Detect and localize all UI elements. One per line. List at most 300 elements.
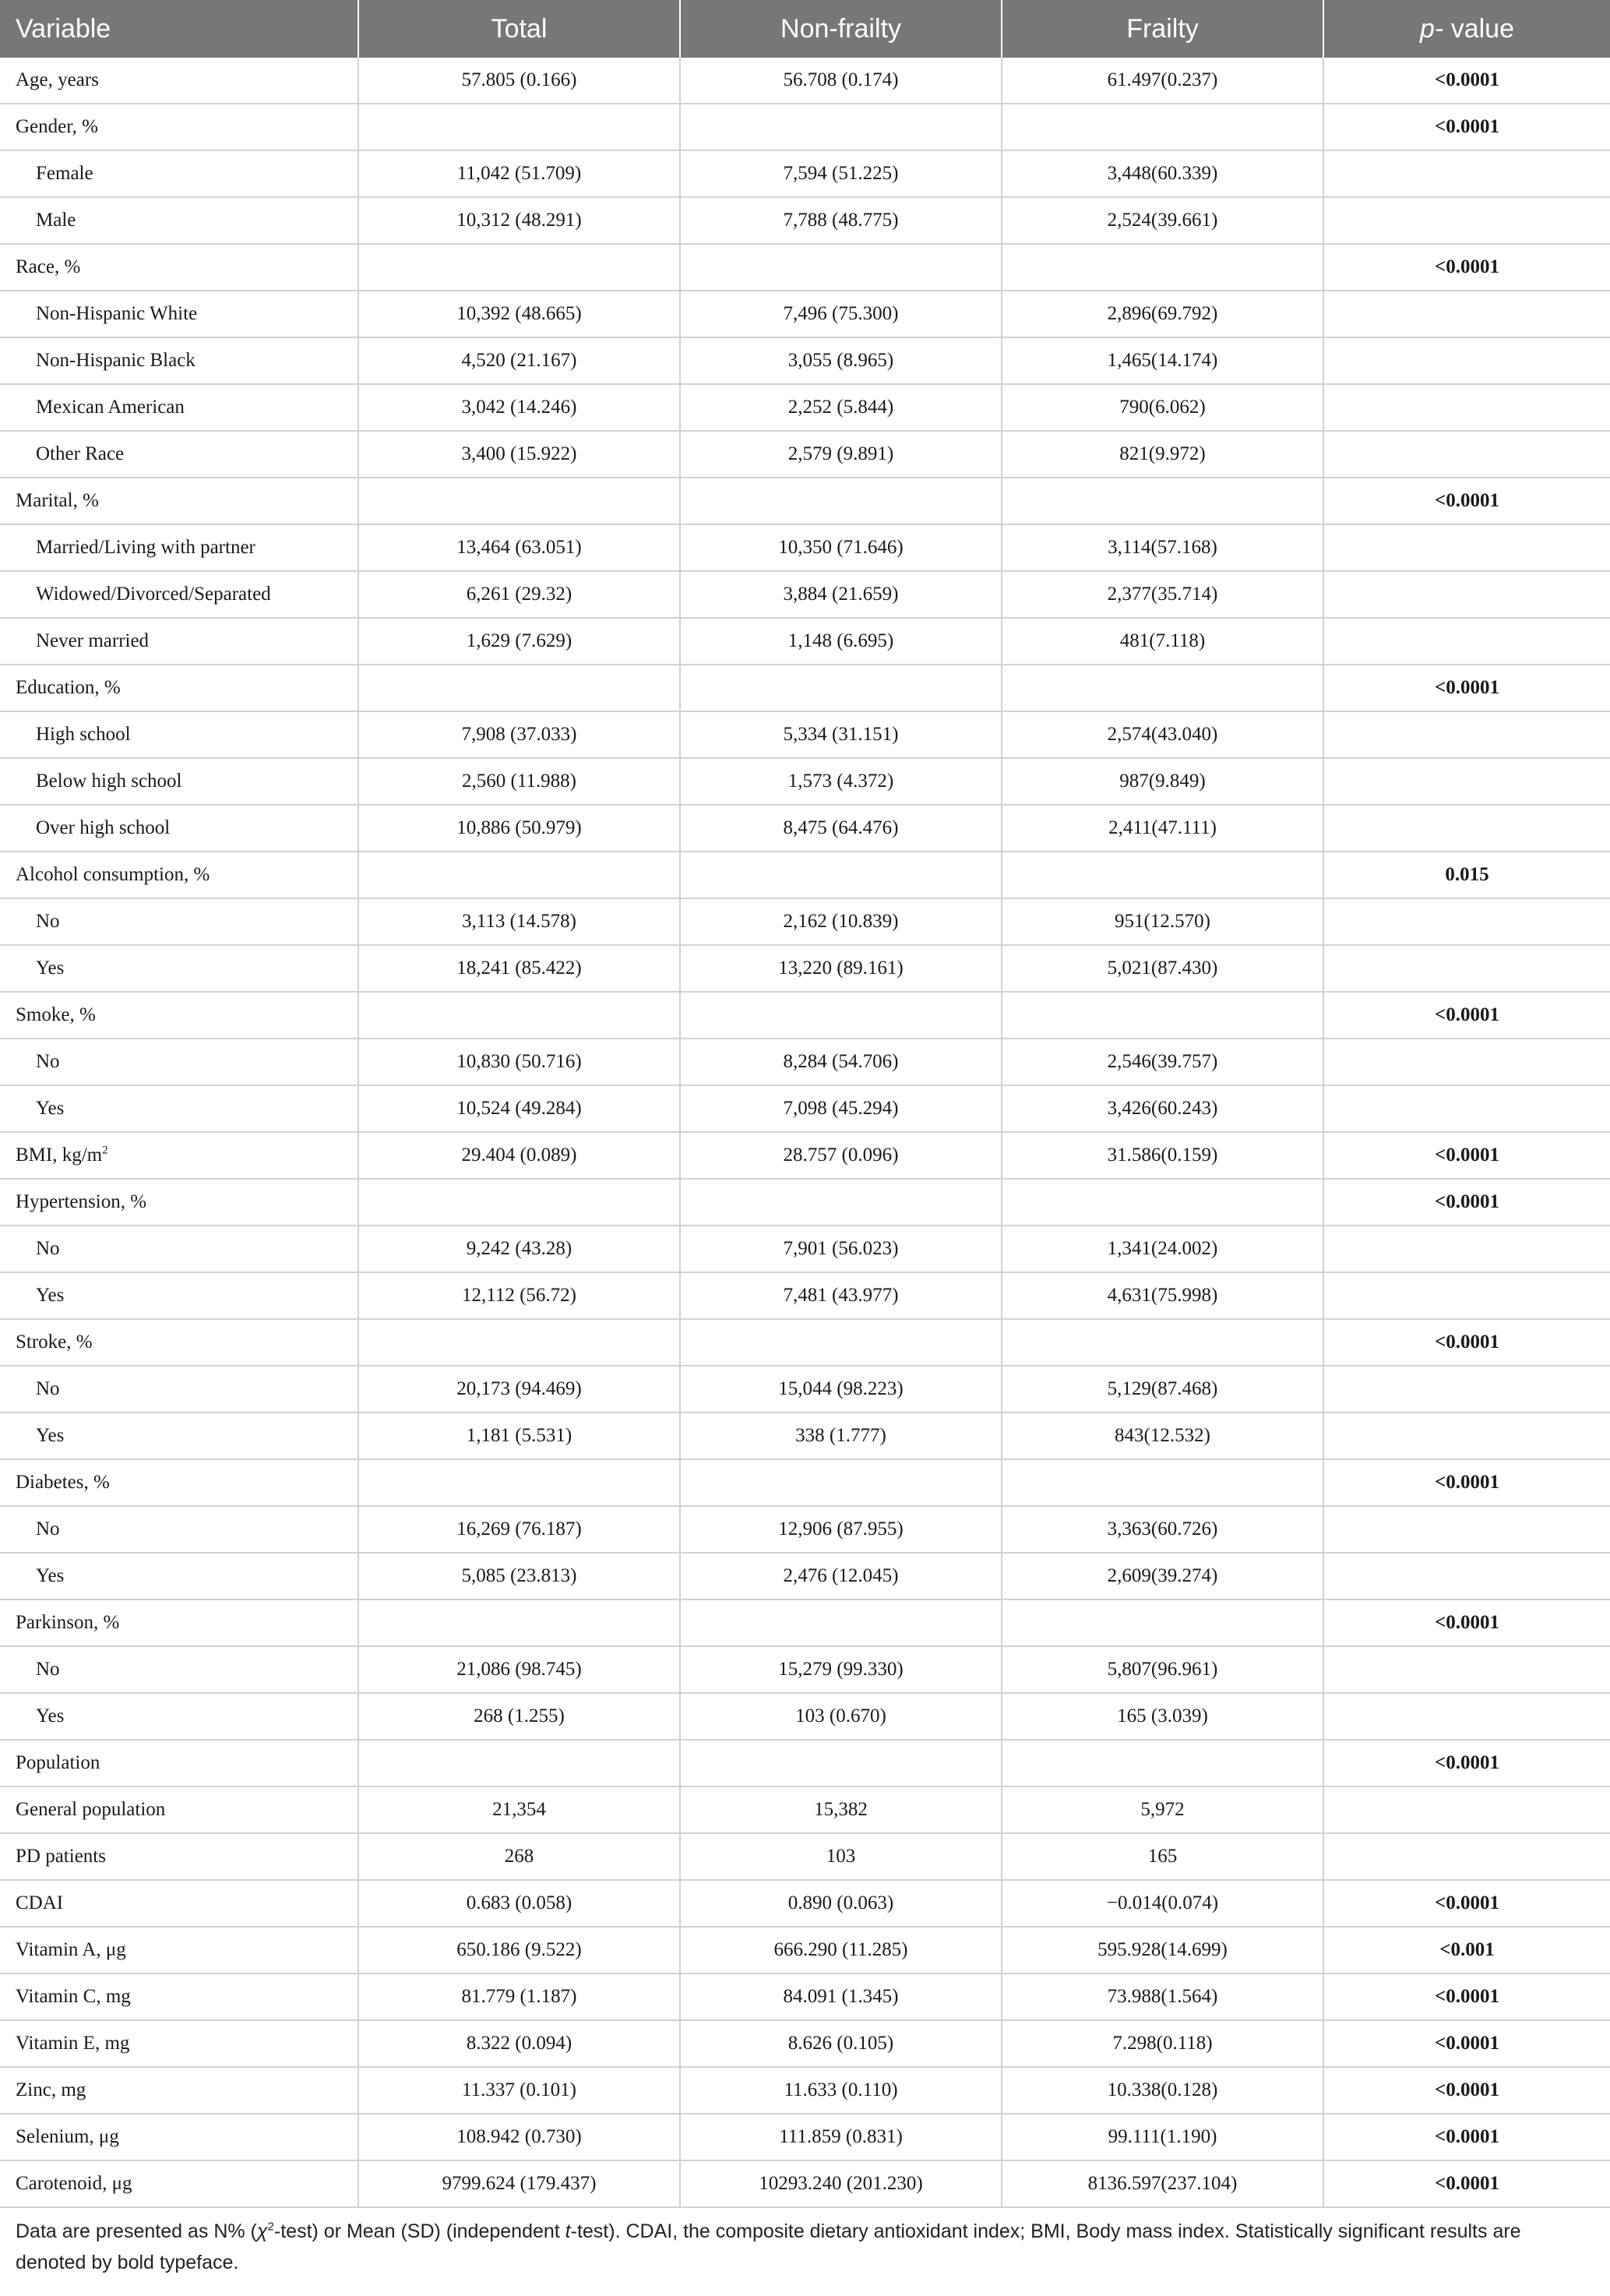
cell-p-value: <0.0001 bbox=[1323, 1179, 1610, 1226]
row-label bbox=[0, 1553, 358, 1599]
row-label-text: Gender, % bbox=[16, 116, 98, 137]
cell-total: 268 (1.255) bbox=[358, 1693, 680, 1740]
row-label-text: Yes bbox=[36, 1565, 65, 1586]
cell-p-value bbox=[1323, 150, 1610, 197]
cell-non-frailty bbox=[680, 992, 1002, 1039]
cell-frailty: 3,448(60.339) bbox=[1002, 150, 1323, 197]
row-label bbox=[0, 1459, 358, 1506]
table-row bbox=[0, 945, 1610, 992]
table-row bbox=[0, 1132, 1610, 1179]
cell-total: 0.683 (0.058) bbox=[358, 1880, 680, 1927]
cell-frailty: 2,896(69.792) bbox=[1002, 291, 1323, 337]
cell-non-frailty bbox=[680, 1459, 1002, 1506]
row-label bbox=[0, 2020, 358, 2067]
row-label-text: Female bbox=[36, 163, 93, 184]
cell-frailty: 1,341(24.002) bbox=[1002, 1226, 1323, 1272]
cell-non-frailty: 5,334 (31.151) bbox=[680, 711, 1002, 758]
cell-non-frailty: 28.757 (0.096) bbox=[680, 1132, 1002, 1179]
cell-total: 7,908 (37.033) bbox=[358, 711, 680, 758]
row-label bbox=[0, 104, 358, 150]
row-label bbox=[0, 945, 358, 992]
table-row bbox=[0, 1973, 1610, 2020]
row-label bbox=[0, 1319, 358, 1366]
row-label bbox=[0, 1880, 358, 1927]
header-variable: Variable bbox=[0, 0, 358, 58]
cell-p-value bbox=[1323, 711, 1610, 758]
cell-total: 650.186 (9.522) bbox=[358, 1927, 680, 1973]
cell-p-value: <0.0001 bbox=[1323, 1740, 1610, 1786]
cell-p-value: <0.0001 bbox=[1323, 2160, 1610, 2207]
header-frailty: Frailty bbox=[1002, 0, 1323, 58]
cell-total: 18,241 (85.422) bbox=[358, 945, 680, 992]
cell-frailty bbox=[1002, 244, 1323, 291]
cell-frailty: 5,807(96.961) bbox=[1002, 1646, 1323, 1693]
row-label-text: Yes bbox=[36, 1098, 65, 1119]
row-label-text: No bbox=[36, 911, 60, 932]
row-label bbox=[0, 1039, 358, 1085]
cell-total bbox=[358, 992, 680, 1039]
header-total: Total bbox=[358, 0, 680, 58]
row-label-text: Education, % bbox=[16, 677, 121, 698]
cell-p-value bbox=[1323, 1039, 1610, 1085]
row-label-text: Race, % bbox=[16, 256, 81, 277]
row-label bbox=[0, 852, 358, 898]
table-row bbox=[0, 1319, 1610, 1366]
cell-frailty: −0.014(0.074) bbox=[1002, 1880, 1323, 1927]
row-label-text: No bbox=[36, 1378, 60, 1399]
table-row bbox=[0, 478, 1610, 524]
table-row bbox=[0, 197, 1610, 244]
cell-frailty: 987(9.849) bbox=[1002, 758, 1323, 805]
cell-frailty: 790(6.062) bbox=[1002, 384, 1323, 431]
cell-total: 1,629 (7.629) bbox=[358, 618, 680, 665]
row-label bbox=[0, 2067, 358, 2114]
cell-p-value bbox=[1323, 1553, 1610, 1599]
cell-frailty: 10.338(0.128) bbox=[1002, 2067, 1323, 2114]
cell-p-value: <0.001 bbox=[1323, 1927, 1610, 1973]
table-row bbox=[0, 524, 1610, 571]
table-row bbox=[0, 1646, 1610, 1693]
cell-frailty: 99.111(1.190) bbox=[1002, 2114, 1323, 2160]
cell-frailty bbox=[1002, 104, 1323, 150]
cell-non-frailty: 11.633 (0.110) bbox=[680, 2067, 1002, 2114]
row-label bbox=[0, 711, 358, 758]
table-row bbox=[0, 2067, 1610, 2114]
table-row bbox=[0, 431, 1610, 478]
table-row bbox=[0, 1506, 1610, 1553]
row-label bbox=[0, 291, 358, 337]
table-row bbox=[0, 384, 1610, 431]
cell-total: 10,886 (50.979) bbox=[358, 805, 680, 852]
table-row bbox=[0, 1039, 1610, 1085]
cell-frailty: 843(12.532) bbox=[1002, 1413, 1323, 1459]
cell-total bbox=[358, 1740, 680, 1786]
cell-p-value bbox=[1323, 1085, 1610, 1132]
cell-total: 11,042 (51.709) bbox=[358, 150, 680, 197]
cell-frailty bbox=[1002, 1740, 1323, 1786]
row-label bbox=[0, 1927, 358, 1973]
row-label-text: Non-Hispanic Black bbox=[36, 350, 196, 371]
row-label-text: No bbox=[36, 1518, 60, 1539]
cell-p-value bbox=[1323, 1226, 1610, 1272]
row-label bbox=[0, 1506, 358, 1553]
cell-total bbox=[358, 1459, 680, 1506]
cell-total: 81.779 (1.187) bbox=[358, 1973, 680, 2020]
cell-non-frailty: 3,884 (21.659) bbox=[680, 571, 1002, 618]
cell-total: 8.322 (0.094) bbox=[358, 2020, 680, 2067]
row-label-text: No bbox=[36, 1659, 60, 1680]
row-label bbox=[0, 1272, 358, 1319]
row-label bbox=[0, 1599, 358, 1646]
table-row bbox=[0, 2020, 1610, 2067]
cell-non-frailty: 56.708 (0.174) bbox=[680, 58, 1002, 104]
cell-p-value bbox=[1323, 805, 1610, 852]
cell-frailty: 165 (3.039) bbox=[1002, 1693, 1323, 1740]
cell-total: 4,520 (21.167) bbox=[358, 337, 680, 384]
row-label bbox=[0, 1226, 358, 1272]
row-label-text: Parkinson, % bbox=[16, 1612, 120, 1633]
cell-p-value bbox=[1323, 431, 1610, 478]
cell-non-frailty: 103 bbox=[680, 1833, 1002, 1880]
cell-total bbox=[358, 1319, 680, 1366]
row-label bbox=[0, 1693, 358, 1740]
row-label bbox=[0, 1366, 358, 1413]
cell-non-frailty bbox=[680, 665, 1002, 711]
row-label bbox=[0, 384, 358, 431]
table-row bbox=[0, 1786, 1610, 1833]
cell-non-frailty: 666.290 (11.285) bbox=[680, 1927, 1002, 1973]
cell-non-frailty bbox=[680, 478, 1002, 524]
cell-frailty bbox=[1002, 992, 1323, 1039]
cell-total: 108.942 (0.730) bbox=[358, 2114, 680, 2160]
table-row bbox=[0, 58, 1610, 104]
cell-total: 1,181 (5.531) bbox=[358, 1413, 680, 1459]
cell-total: 3,042 (14.246) bbox=[358, 384, 680, 431]
cell-non-frailty bbox=[680, 852, 1002, 898]
cell-p-value bbox=[1323, 758, 1610, 805]
cell-p-value: <0.0001 bbox=[1323, 58, 1610, 104]
header-p-value bbox=[1323, 0, 1610, 58]
cell-frailty: 2,377(35.714) bbox=[1002, 571, 1323, 618]
row-label-text: Never married bbox=[36, 630, 150, 651]
cell-p-value: <0.0001 bbox=[1323, 244, 1610, 291]
row-label bbox=[0, 197, 358, 244]
table-row bbox=[0, 1413, 1610, 1459]
table-row bbox=[0, 1693, 1610, 1740]
cell-frailty: 3,363(60.726) bbox=[1002, 1506, 1323, 1553]
cell-frailty: 3,114(57.168) bbox=[1002, 524, 1323, 571]
table-row bbox=[0, 758, 1610, 805]
cell-non-frailty: 12,906 (87.955) bbox=[680, 1506, 1002, 1553]
cell-total bbox=[358, 1179, 680, 1226]
cell-p-value bbox=[1323, 1693, 1610, 1740]
row-label bbox=[0, 2114, 358, 2160]
row-label bbox=[0, 1740, 358, 1786]
cell-total: 2,560 (11.988) bbox=[358, 758, 680, 805]
row-label-text: Over high school bbox=[36, 817, 171, 838]
row-label bbox=[0, 2160, 358, 2207]
cell-p-value bbox=[1323, 1272, 1610, 1319]
table-row bbox=[0, 1459, 1610, 1506]
table-row bbox=[0, 244, 1610, 291]
row-label-text: Married/Living with partner bbox=[36, 537, 255, 558]
row-label bbox=[0, 431, 358, 478]
cell-frailty: 1,465(14.174) bbox=[1002, 337, 1323, 384]
row-label bbox=[0, 150, 358, 197]
row-label bbox=[0, 524, 358, 571]
cell-frailty: 61.497(0.237) bbox=[1002, 58, 1323, 104]
cell-total: 9,242 (43.28) bbox=[358, 1226, 680, 1272]
row-label-text: Male bbox=[36, 210, 76, 231]
row-label bbox=[0, 1973, 358, 2020]
cell-non-frailty bbox=[680, 1740, 1002, 1786]
cell-frailty: 31.586(0.159) bbox=[1002, 1132, 1323, 1179]
cell-total: 57.805 (0.166) bbox=[358, 58, 680, 104]
table-row bbox=[0, 711, 1610, 758]
cell-non-frailty: 8.626 (0.105) bbox=[680, 2020, 1002, 2067]
cell-p-value bbox=[1323, 898, 1610, 945]
cell-frailty: 2,524(39.661) bbox=[1002, 197, 1323, 244]
cell-total bbox=[358, 665, 680, 711]
row-label-text: No bbox=[36, 1238, 60, 1259]
row-label-text: Diabetes, % bbox=[16, 1472, 110, 1493]
table-row bbox=[0, 1085, 1610, 1132]
row-label bbox=[0, 1646, 358, 1693]
row-label-text: CDAI bbox=[16, 1892, 64, 1913]
row-label-text: Stroke, % bbox=[16, 1331, 93, 1353]
footnote-chi-symbol: χ bbox=[256, 2220, 268, 2242]
cell-p-value: <0.0001 bbox=[1323, 1132, 1610, 1179]
cell-non-frailty bbox=[680, 1179, 1002, 1226]
cell-total: 20,173 (94.469) bbox=[358, 1366, 680, 1413]
row-label-text: Vitamin E, mg bbox=[16, 2033, 130, 2054]
row-label-text: Age, years bbox=[16, 69, 99, 90]
cell-p-value bbox=[1323, 571, 1610, 618]
cell-p-value: <0.0001 bbox=[1323, 992, 1610, 1039]
cell-frailty bbox=[1002, 478, 1323, 524]
cell-p-value bbox=[1323, 291, 1610, 337]
row-label bbox=[0, 1179, 358, 1226]
cell-non-frailty: 3,055 (8.965) bbox=[680, 337, 1002, 384]
row-label-text: Yes bbox=[36, 1705, 65, 1726]
cell-total: 21,086 (98.745) bbox=[358, 1646, 680, 1693]
cell-p-value bbox=[1323, 1366, 1610, 1413]
row-label-text: Population bbox=[16, 1752, 100, 1773]
row-label bbox=[0, 898, 358, 945]
cell-frailty: 7.298(0.118) bbox=[1002, 2020, 1323, 2067]
cell-p-value bbox=[1323, 337, 1610, 384]
cell-frailty: 5,129(87.468) bbox=[1002, 1366, 1323, 1413]
cell-non-frailty: 1,148 (6.695) bbox=[680, 618, 1002, 665]
row-label bbox=[0, 478, 358, 524]
row-label-text: Alcohol consumption, % bbox=[16, 864, 210, 885]
row-label bbox=[0, 758, 358, 805]
row-label-text: General population bbox=[16, 1799, 166, 1820]
cell-total: 29.404 (0.089) bbox=[358, 1132, 680, 1179]
row-label-text: Vitamin A, μg bbox=[16, 1939, 126, 1960]
cell-total: 268 bbox=[358, 1833, 680, 1880]
table-footnote bbox=[0, 2208, 1610, 2278]
cell-total: 11.337 (0.101) bbox=[358, 2067, 680, 2114]
cell-non-frailty: 7,481 (43.977) bbox=[680, 1272, 1002, 1319]
header-p-prefix: p- bbox=[1420, 13, 1444, 44]
table-row bbox=[0, 1927, 1610, 1973]
row-label-text: Mexican American bbox=[36, 397, 185, 418]
cell-frailty: 2,609(39.274) bbox=[1002, 1553, 1323, 1599]
table-body bbox=[0, 58, 1610, 2207]
cell-frailty: 4,631(75.998) bbox=[1002, 1272, 1323, 1319]
cell-frailty bbox=[1002, 1319, 1323, 1366]
cell-non-frailty: 103 (0.670) bbox=[680, 1693, 1002, 1740]
row-label bbox=[0, 1833, 358, 1880]
cell-non-frailty: 2,162 (10.839) bbox=[680, 898, 1002, 945]
table-row bbox=[0, 2160, 1610, 2207]
cell-p-value: <0.0001 bbox=[1323, 2020, 1610, 2067]
cell-frailty: 165 bbox=[1002, 1833, 1323, 1880]
cell-non-frailty: 7,496 (75.300) bbox=[680, 291, 1002, 337]
row-label-text: Other Race bbox=[36, 443, 125, 464]
cell-frailty: 595.928(14.699) bbox=[1002, 1927, 1323, 1973]
cell-total: 16,269 (76.187) bbox=[358, 1506, 680, 1553]
row-label bbox=[0, 805, 358, 852]
cell-non-frailty: 15,044 (98.223) bbox=[680, 1366, 1002, 1413]
header-non-frailty: Non-frailty bbox=[680, 0, 1002, 58]
cell-total bbox=[358, 244, 680, 291]
footnote-part-2: -test) or Mean (SD) (independent bbox=[273, 2220, 565, 2242]
cell-non-frailty: 15,279 (99.330) bbox=[680, 1646, 1002, 1693]
cell-p-value bbox=[1323, 945, 1610, 992]
table-row bbox=[0, 1272, 1610, 1319]
cell-frailty: 2,546(39.757) bbox=[1002, 1039, 1323, 1085]
cell-p-value: <0.0001 bbox=[1323, 1599, 1610, 1646]
cell-frailty: 481(7.118) bbox=[1002, 618, 1323, 665]
cell-p-value: <0.0001 bbox=[1323, 1459, 1610, 1506]
table-row bbox=[0, 1179, 1610, 1226]
footnote-chi-superscript: 2 bbox=[267, 2220, 274, 2234]
cell-p-value: <0.0001 bbox=[1323, 1319, 1610, 1366]
cell-non-frailty bbox=[680, 1319, 1002, 1366]
cell-frailty: 2,574(43.040) bbox=[1002, 711, 1323, 758]
cell-total bbox=[358, 1599, 680, 1646]
cell-frailty bbox=[1002, 852, 1323, 898]
row-label bbox=[0, 665, 358, 711]
cell-p-value bbox=[1323, 1506, 1610, 1553]
row-label bbox=[0, 337, 358, 384]
cell-frailty: 3,426(60.243) bbox=[1002, 1085, 1323, 1132]
footnote-part-1: Data are presented as N% ( bbox=[16, 2220, 257, 2242]
row-label-text: Widowed/Divorced/Separated bbox=[36, 584, 271, 605]
row-label-text: Carotenoid, μg bbox=[16, 2173, 132, 2194]
cell-non-frailty: 7,594 (51.225) bbox=[680, 150, 1002, 197]
row-label bbox=[0, 1413, 358, 1459]
cell-total: 21,354 bbox=[358, 1786, 680, 1833]
cell-total: 12,112 (56.72) bbox=[358, 1272, 680, 1319]
cell-total: 9799.624 (179.437) bbox=[358, 2160, 680, 2207]
row-label bbox=[0, 618, 358, 665]
row-label bbox=[0, 1786, 358, 1833]
row-label bbox=[0, 1132, 358, 1179]
row-label bbox=[0, 244, 358, 291]
table-row bbox=[0, 150, 1610, 197]
header-p-value-label: value bbox=[1450, 13, 1514, 44]
cell-non-frailty: 111.859 (0.831) bbox=[680, 2114, 1002, 2160]
cell-total: 6,261 (29.32) bbox=[358, 571, 680, 618]
table-row bbox=[0, 2114, 1610, 2160]
row-label-text: No bbox=[36, 1051, 60, 1072]
cell-p-value: <0.0001 bbox=[1323, 478, 1610, 524]
cell-non-frailty: 2,579 (9.891) bbox=[680, 431, 1002, 478]
cell-non-frailty: 10,350 (71.646) bbox=[680, 524, 1002, 571]
cell-total: 3,400 (15.922) bbox=[358, 431, 680, 478]
table-row bbox=[0, 104, 1610, 150]
cell-frailty bbox=[1002, 665, 1323, 711]
cell-p-value: 0.015 bbox=[1323, 852, 1610, 898]
cell-total bbox=[358, 104, 680, 150]
cell-non-frailty: 8,284 (54.706) bbox=[680, 1039, 1002, 1085]
cell-non-frailty bbox=[680, 104, 1002, 150]
cell-total: 10,830 (50.716) bbox=[358, 1039, 680, 1085]
table-row bbox=[0, 1366, 1610, 1413]
cell-non-frailty: 0.890 (0.063) bbox=[680, 1880, 1002, 1927]
row-label-text: Non-Hispanic White bbox=[36, 303, 198, 324]
table-row bbox=[0, 1226, 1610, 1272]
table-row bbox=[0, 1880, 1610, 1927]
cell-non-frailty: 2,252 (5.844) bbox=[680, 384, 1002, 431]
row-label-text: High school bbox=[36, 724, 131, 745]
table-row bbox=[0, 898, 1610, 945]
table-row bbox=[0, 571, 1610, 618]
footnote-t-symbol: t bbox=[565, 2220, 571, 2242]
cell-total bbox=[358, 852, 680, 898]
table-row bbox=[0, 805, 1610, 852]
row-label bbox=[0, 571, 358, 618]
cell-non-frailty: 2,476 (12.045) bbox=[680, 1553, 1002, 1599]
row-label-text: Marital, % bbox=[16, 490, 99, 511]
cell-non-frailty: 7,788 (48.775) bbox=[680, 197, 1002, 244]
row-label-text: PD patients bbox=[16, 1846, 106, 1867]
cell-frailty: 73.988(1.564) bbox=[1002, 1973, 1323, 2020]
cell-total: 13,464 (63.051) bbox=[358, 524, 680, 571]
table-row bbox=[0, 337, 1610, 384]
cell-non-frailty: 1,573 (4.372) bbox=[680, 758, 1002, 805]
row-label-text: Yes bbox=[36, 958, 65, 979]
table-row bbox=[0, 1599, 1610, 1646]
row-label bbox=[0, 1085, 358, 1132]
row-label-text: BMI, kg/m bbox=[16, 1144, 103, 1166]
row-label bbox=[0, 58, 358, 104]
table-row bbox=[0, 1833, 1610, 1880]
cell-p-value bbox=[1323, 618, 1610, 665]
cell-total bbox=[358, 478, 680, 524]
cell-frailty bbox=[1002, 1599, 1323, 1646]
row-label-text: Zinc, mg bbox=[16, 2079, 86, 2100]
cell-total: 3,113 (14.578) bbox=[358, 898, 680, 945]
cell-total: 10,312 (48.291) bbox=[358, 197, 680, 244]
cell-p-value bbox=[1323, 1833, 1610, 1880]
cell-p-value bbox=[1323, 197, 1610, 244]
table-header bbox=[0, 0, 1610, 58]
cell-p-value: <0.0001 bbox=[1323, 2114, 1610, 2160]
cell-non-frailty: 7,901 (56.023) bbox=[680, 1226, 1002, 1272]
cell-total: 5,085 (23.813) bbox=[358, 1553, 680, 1599]
cell-frailty: 951(12.570) bbox=[1002, 898, 1323, 945]
row-label-text: Vitamin C, mg bbox=[16, 1986, 131, 2007]
row-label bbox=[0, 992, 358, 1039]
table-row bbox=[0, 852, 1610, 898]
row-label-text: Smoke, % bbox=[16, 1004, 96, 1025]
cell-frailty: 2,411(47.111) bbox=[1002, 805, 1323, 852]
cell-non-frailty: 10293.240 (201.230) bbox=[680, 2160, 1002, 2207]
